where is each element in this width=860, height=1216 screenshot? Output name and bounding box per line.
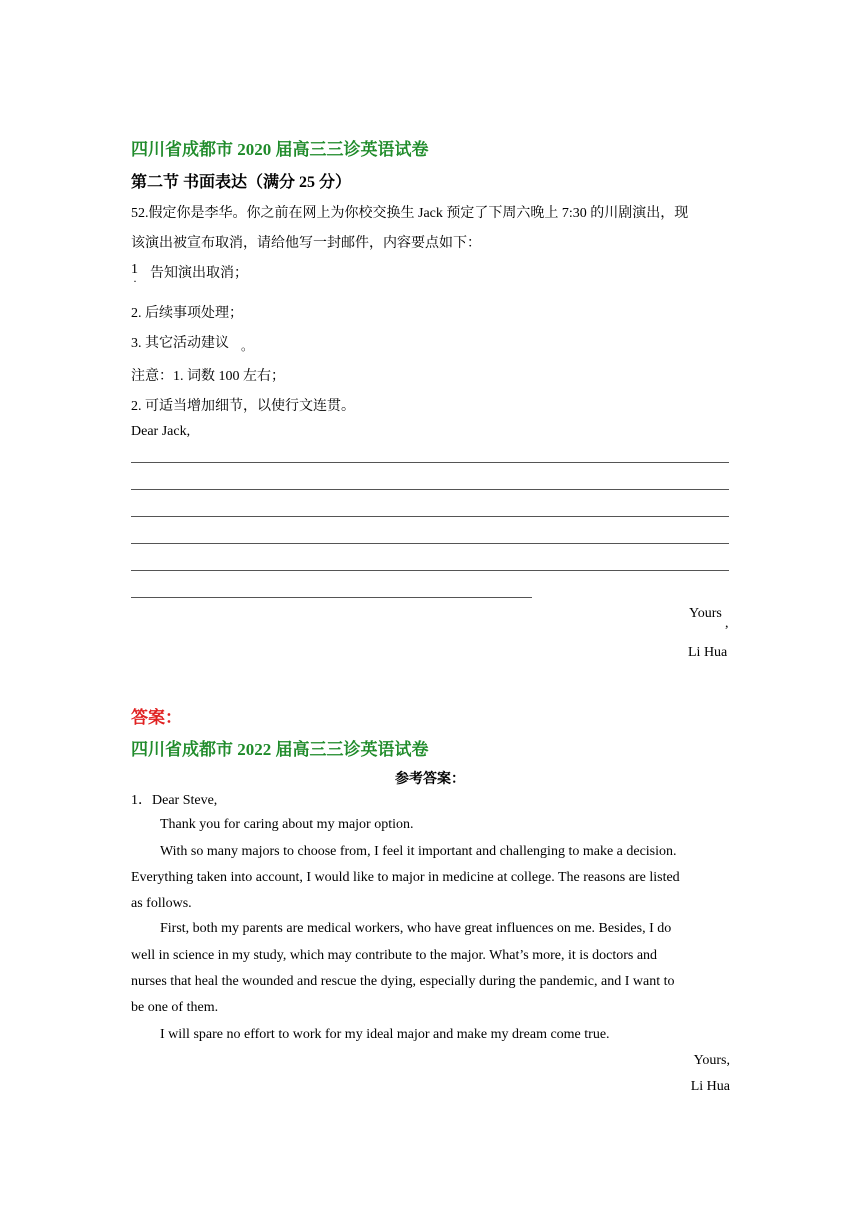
writing-line bbox=[131, 516, 729, 517]
answer-line: as follows. bbox=[131, 896, 192, 911]
sign-name: Li Hua bbox=[688, 645, 728, 660]
answer-line: be one of them. bbox=[131, 1000, 219, 1015]
title-2020: 四川省成都市 2020 届高三三诊英语试卷 bbox=[131, 140, 429, 159]
point-2-text: 2. 后续事项处理； bbox=[131, 306, 243, 321]
section-heading: 第二节 书面表达（满分 25 分） bbox=[131, 174, 352, 191]
writing-line bbox=[131, 597, 532, 598]
answer-closing: Yours, bbox=[693, 1053, 730, 1068]
note-2: 2. 可适当增加细节，以使行文连贯。 bbox=[131, 399, 355, 414]
answer-line: I will spare no effort to work for my ideal major and make my dream come true. bbox=[160, 1027, 610, 1042]
point-1-text: 告知演出取消； bbox=[150, 266, 248, 281]
answer-label: 答案： bbox=[131, 708, 182, 727]
reference-answer-title: 参考答案： bbox=[395, 772, 465, 787]
sign-yours: Yours bbox=[689, 606, 722, 621]
answer-line: Thank you for caring about my major option. bbox=[160, 817, 414, 832]
point-1-dot: · bbox=[133, 274, 137, 288]
letter-greeting: Dear Jack, bbox=[131, 424, 191, 439]
note-1: 注意：1. 词数 100 左右； bbox=[131, 369, 285, 384]
answer-line: First, both my parents are medical workers, who have great influences on me. Besides, I do bbox=[160, 921, 672, 936]
answer-line: With so many majors to choose from, I feel it important and challenging to make a decision. bbox=[160, 844, 677, 859]
answer-line: nurses that heal the wounded and rescue the dying, especially during the pandemic, and I want to bbox=[131, 974, 675, 989]
answer-line: Everything taken into account, I would like to major in medicine at college. The reasons are listed bbox=[131, 870, 680, 885]
writing-line bbox=[131, 462, 729, 463]
question-line-2: 该演出被宣布取消，请给他写一封邮件，内容要点如下： bbox=[131, 236, 481, 251]
writing-line bbox=[131, 489, 729, 490]
writing-line bbox=[131, 570, 729, 571]
answer-greeting: 1．Dear Steve, bbox=[131, 793, 218, 808]
answer-line: well in science in my study, which may contribute to the major. What’s more, it is doctors and bbox=[131, 948, 658, 963]
writing-line bbox=[131, 543, 729, 544]
answer-name: Li Hua bbox=[690, 1079, 730, 1094]
point-3-text: 3. 其它活动建议 bbox=[131, 336, 229, 351]
question-line-1: 52.假定你是李华。你之前在网上为你校交换生 Jack 预定了下周六晚上 7:30 的川剧演出，现 bbox=[131, 206, 689, 221]
point-3-period: 。 bbox=[241, 339, 254, 353]
point-1-number: 1 bbox=[131, 262, 138, 277]
sign-comma: , bbox=[725, 616, 729, 631]
title-2022: 四川省成都市 2022 届高三三诊英语试卷 bbox=[131, 740, 429, 759]
